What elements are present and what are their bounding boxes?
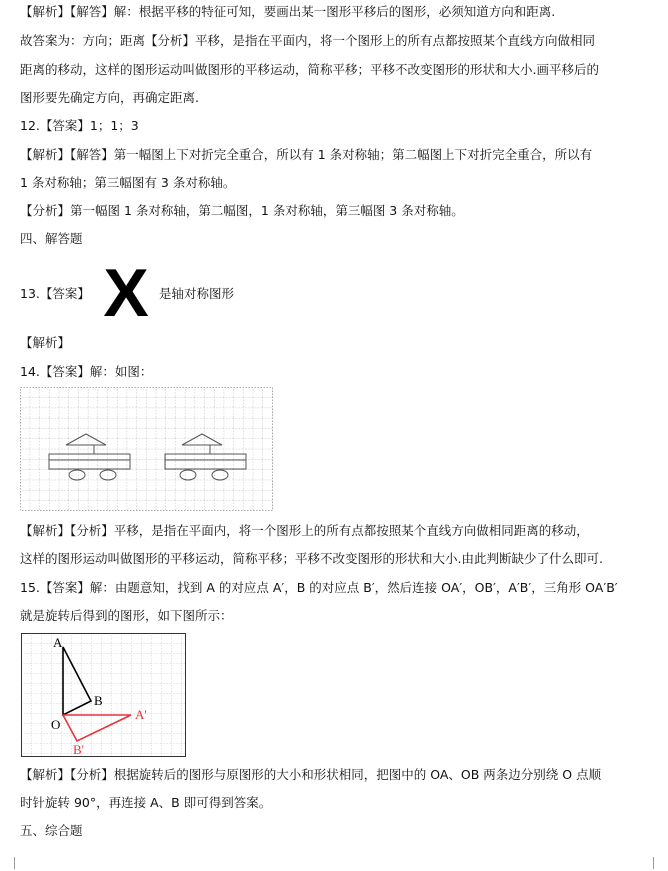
text-line: 1 条对称轴；第三幅图有 3 条对称轴。 <box>20 175 236 190</box>
text-line: 【解析】【解答】解：根据平移的特征可知，要画出某一图形平移后的图形，必须知道方向和距离. <box>20 4 556 19</box>
page-corner-mark <box>653 857 666 869</box>
text-line: 【解析】【解答】第一幅图上下对折完全重合，所以有 1 条对称轴；第二幅图上下对折完全重合，所以有 <box>20 147 593 162</box>
answer-14: 14.【答案】解：如图： <box>20 364 153 379</box>
label-b-prime: B' <box>73 742 85 757</box>
x-letter: X <box>103 262 149 320</box>
label-o: O <box>51 717 61 732</box>
label-a-prime: A' <box>135 707 147 722</box>
text-line: 【解析】 <box>20 335 71 350</box>
page-corner-mark <box>2 857 15 869</box>
answer-13-label: 13.【答案】 <box>20 286 90 301</box>
translation-figure <box>20 387 273 511</box>
answer-12: 12.【答案】1；1；3 <box>20 118 139 133</box>
label-a: A <box>53 635 63 650</box>
section-heading: 四、解答题 <box>20 231 83 246</box>
answer-13-text: 是轴对称图形 <box>159 286 235 301</box>
text-line: 时针旋转 90°，再连接 A、B 即可得到答案。 <box>20 795 272 810</box>
text-line: 图形要先确定方向，再确定距离. <box>20 90 199 105</box>
rotation-figure <box>21 633 186 757</box>
section-heading: 五、综合题 <box>20 823 83 838</box>
text-line: 【解析】【分析】根据旋转后的图形与原图形的大小和形状相同，把图中的 OA、OB 两条边分别绕 O 点顺 <box>20 767 602 782</box>
answer-15: 15.【答案】解：由题意知，找到 A 的对应点 A′，B 的对应点 B′，然后连接 OA′，OB′，A′B′，三角形 OA′B′ <box>20 580 618 595</box>
text-line: 故答案为：方向；距离【分析】平移，是指在平面内，将一个图形上的所有点都按照某个直线方向做相同 <box>20 33 596 48</box>
text-line: 【解析】【分析】平移，是指在平面内，将一个图形上的所有点都按照某个直线方向做相同距离的移动， <box>20 523 589 538</box>
text-line: 【分析】第一幅图 1 条对称轴，第二幅图，1 条对称轴，第三幅图 3 条对称轴。 <box>20 203 464 218</box>
x-letter-figure <box>96 262 156 320</box>
label-b: B <box>94 693 103 708</box>
text-line: 距离的移动，这样的图形运动叫做图形的平移运动，简称平移；平移不改变图形的形状和大小.画平移后的 <box>20 62 599 77</box>
text-line: 这样的图形运动叫做图形的平移运动，简称平移；平移不改变图形的形状和大小.由此判断缺少了什么即可. <box>20 551 603 566</box>
text-line: 就是旋转后得到的图形，如下图所示： <box>20 608 233 623</box>
